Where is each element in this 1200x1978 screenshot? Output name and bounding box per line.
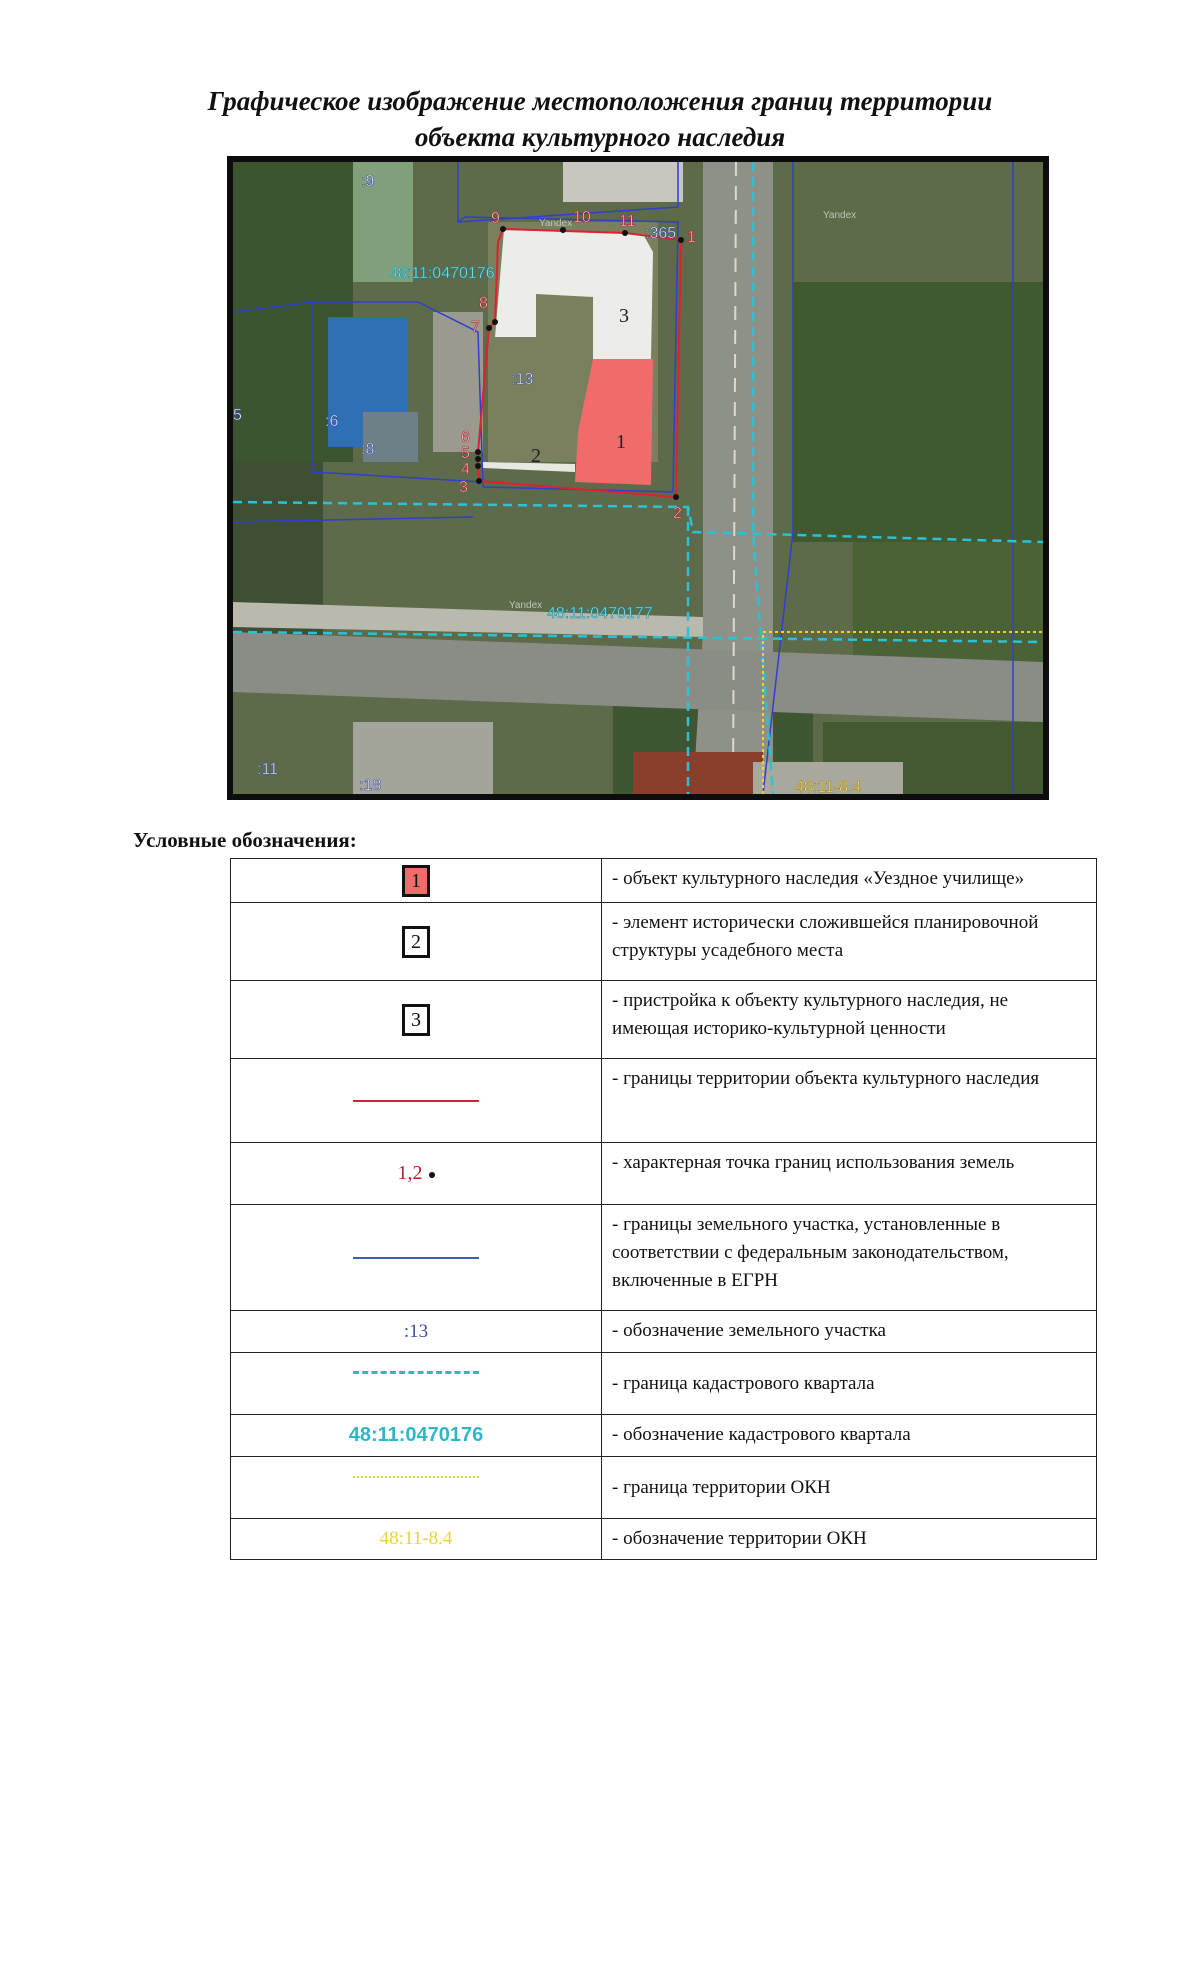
legend-description: - границы территории объекта культурного наследия <box>602 1059 1097 1143</box>
map-frame[interactable] <box>227 156 1049 800</box>
building-number-3: 3 <box>619 305 629 327</box>
parcel-label: :18 <box>359 777 382 794</box>
legend-description: - элемент исторически сложившейся планировочной структуры усадебного места <box>602 903 1097 981</box>
legend-badge-2: 2 <box>402 926 430 958</box>
parcel-label: :365 <box>645 225 677 242</box>
legend-row <box>231 1143 1097 1205</box>
legend-symbol <box>231 859 602 903</box>
building-number-1: 1 <box>616 431 626 453</box>
quarter-label-sample: 48:11:0470176 <box>348 1424 484 1446</box>
legend-row <box>231 859 1097 903</box>
legend-description: - объект культурного наследия «Уездное училище» <box>602 859 1097 903</box>
watermark: Yandex <box>823 210 857 221</box>
legend-description: - граница территории ОКН <box>602 1457 1097 1519</box>
point-label: 6 <box>461 429 470 446</box>
quarter-boundary-line-sample <box>353 1371 479 1374</box>
legend-row <box>231 1205 1097 1311</box>
legend-row <box>231 1415 1097 1457</box>
page-title-line-1: Графическое изображение местоположения границ территории <box>207 86 993 116</box>
building <box>633 752 763 794</box>
legend-badge-1: 1 <box>402 865 430 897</box>
building-number-2: 2 <box>531 445 541 467</box>
parcel-label-sample: :13 <box>403 1320 429 1342</box>
point-label: 1 <box>687 229 696 246</box>
heritage-boundary-line-sample <box>353 1100 479 1102</box>
legend-badge-3: 3 <box>402 1004 430 1036</box>
legend-row <box>231 1457 1097 1519</box>
point-label: 5 <box>461 445 470 462</box>
legend-symbol <box>231 981 602 1059</box>
legend-symbol <box>231 903 602 981</box>
legend-heading: Условные обозначения: <box>133 828 357 852</box>
legend-description: - границы земельного участка, установленные в соответствии с федеральным законодательством, включенные в ЕГРН <box>602 1205 1097 1311</box>
legend-description: - обозначение кадастрового квартала <box>602 1415 1097 1457</box>
point-label: 10 <box>573 209 591 226</box>
legend-table <box>230 858 1097 1560</box>
parcel-label: :8 <box>361 441 375 458</box>
point-label: 7 <box>471 319 480 336</box>
legend-description: - пристройка к объекту культурного наследия, не имеющая историко-культурной ценности <box>602 981 1097 1059</box>
legend-symbol <box>231 1353 602 1415</box>
parcel-label: 5 <box>233 407 242 424</box>
page-title-line-2: объекта культурного наследия <box>414 122 786 152</box>
satellite-map[interactable] <box>233 162 1043 794</box>
legend-symbol <box>231 1059 602 1143</box>
legend-description: - граница кадастрового квартала <box>602 1353 1097 1415</box>
legend-symbol <box>231 1205 602 1311</box>
legend-symbol <box>231 1457 602 1519</box>
legend-row <box>231 903 1097 981</box>
point-label: 3 <box>459 479 468 496</box>
legend-row <box>231 1353 1097 1415</box>
legend-symbol <box>231 1311 602 1353</box>
point-label: 8 <box>479 295 488 312</box>
parcel-label: :6 <box>325 413 339 430</box>
building <box>563 162 683 202</box>
legend-row <box>231 1059 1097 1143</box>
point-label: 9 <box>491 210 500 227</box>
quarter-label: 48:11:0470176 <box>389 265 495 282</box>
point-label: 2 <box>673 505 682 522</box>
watermark: Yandex <box>509 600 543 611</box>
legend-description: - характерная точка границ использования земель <box>602 1143 1097 1205</box>
legend-description: - обозначение территории ОКН <box>602 1519 1097 1560</box>
legend-description: - обозначение земельного участка <box>602 1311 1097 1353</box>
legend-row <box>231 981 1097 1059</box>
legend-row <box>231 1519 1097 1560</box>
point-label: 4 <box>461 461 470 478</box>
okn-label-sample: 48:11-8.4 <box>379 1528 453 1549</box>
parcel-boundary-line-sample <box>353 1257 479 1259</box>
legend-symbol <box>231 1415 602 1457</box>
legend-symbol <box>231 1143 602 1205</box>
point-label: 11 <box>619 213 636 230</box>
point-dot-icon <box>429 1172 435 1178</box>
quarter-label: 48:11:0470177 <box>547 605 653 622</box>
okn-boundary-line-sample <box>353 1476 479 1478</box>
watermark: Yandex <box>539 218 573 229</box>
okn-label: 48:11-8.4 <box>795 779 862 794</box>
tree-area <box>793 282 1043 542</box>
parcel-label: :11 <box>257 761 279 778</box>
point-sample-label: 1,2 <box>397 1162 423 1184</box>
legend-row <box>231 1311 1097 1353</box>
parcel-label: :9 <box>361 173 375 190</box>
legend-symbol <box>231 1519 602 1560</box>
parcel-label: :13 <box>511 371 534 388</box>
